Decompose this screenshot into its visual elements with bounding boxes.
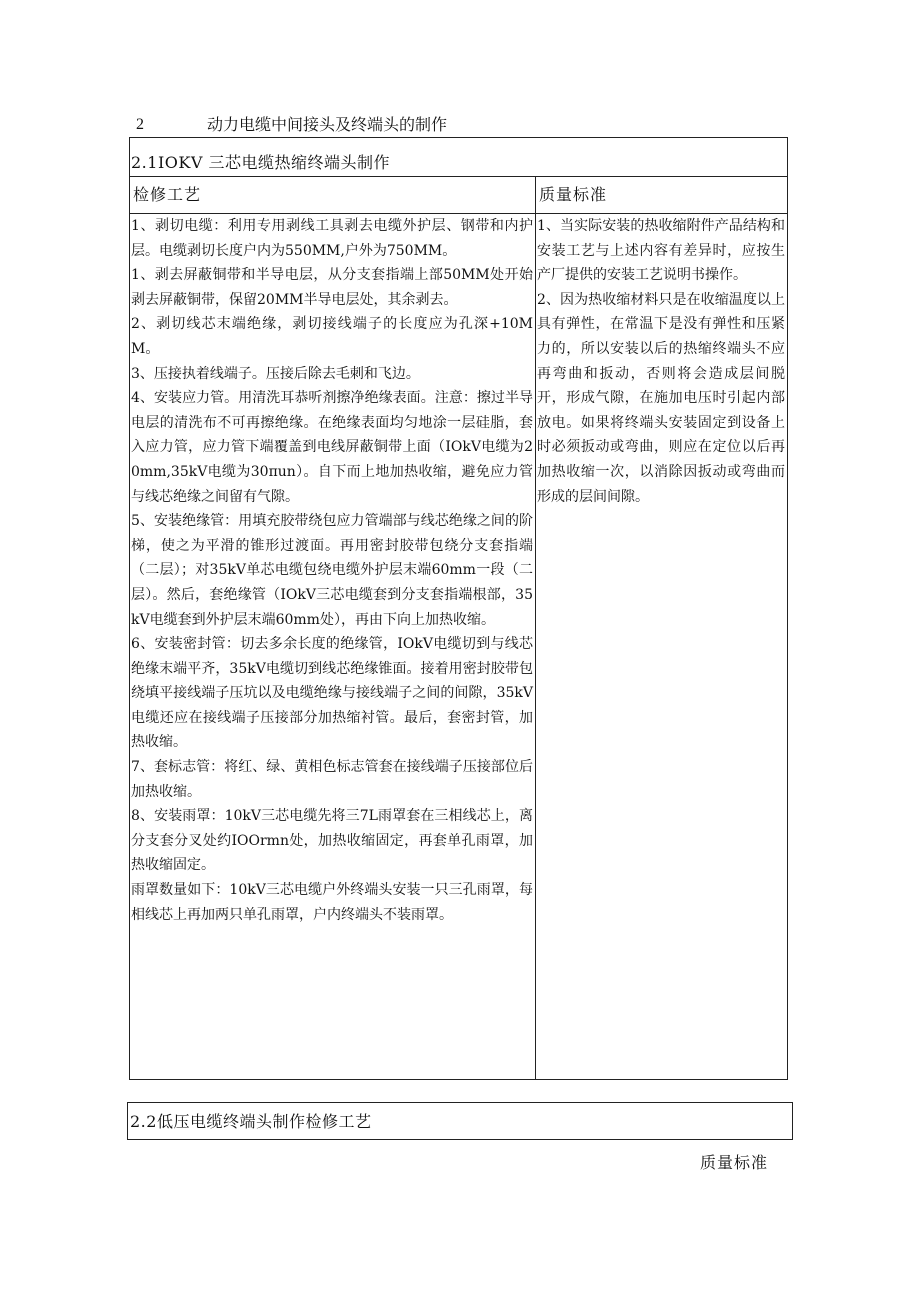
second-table-header — [127, 1102, 793, 1140]
process-step: 8、安装雨罩：10kV三芯电缆先将三7L雨罩套在三相线芯上，离分支套分叉处约IOOrmn处，加热收缩固定，再套单孔雨罩，加热收缩固定。 — [131, 808, 533, 874]
process-step: 1、剥去屏蔽铜带和半导电层，从分支套指端上部50MM处开始剥去屏蔽铜带，保留20MM半导电层处，其余剥去。 — [131, 267, 533, 308]
process-step: 4、安装应力管。用清洗耳恭听剂擦净绝缘表面。注意：擦过半导电层的清洗布不可再擦绝缘。在绝缘表面均匀地涂一层硅脂，套入应力管，应力管下端覆盖到电线屏蔽铜带上面（IOkV电缆为20mm,35kV电缆为30πun）。自下而上地加热收缩，避免应力管与线芯绝缘之间留有气隙。 — [131, 390, 533, 505]
standard-item: 1、当实际安装的热收缩附件产品结构和安装工艺与上述内容有差异时，应按生产厂提供的安装工艺说明书操作。 — [537, 218, 785, 284]
column-header-process: 检修工艺 — [130, 177, 536, 214]
process-table — [129, 137, 788, 1080]
standard-cell — [536, 214, 787, 1079]
process-cell — [130, 214, 536, 1079]
column-header-standard: 质量标准 — [536, 177, 787, 214]
process-step: 5、安装绝缘管：用填充胶带绕包应力管端部与线芯绝缘之间的阶梯，使之为平滑的锥形过渡面。再用密封胶带包绕分支套指端（二层）；对35kV单芯电缆包绕电缆外护层末端60mm一段（二层）。然后，套绝缘管（IOkV三芯电缆套到分支套指端根部，35kV电缆套到外护层末端60mm处），再由下向上加热收缩。 — [131, 513, 533, 628]
process-step: 7、套标志管：将红、绿、黄相色标志管套在接线端子压接部位后加热收缩。 — [131, 759, 533, 800]
standard-item: 2、因为热收缩材料只是在收缩温度以上具有弹性，在常温下是没有弹性和压紧力的，所以安装以后的热缩终端头不应再弯曲和扳动，否则将会造成层间脱开，形成气隙，在施加电压时引起内部放电。如果将终端头安装固定到设备上时必须扳动或弯曲，则应在定位以后再加热收缩一次，以消除因扳动或弯曲而形成的层间间隙。 — [537, 291, 785, 505]
table-caption: 2.1IOKV 三芯电缆热缩终端头制作 — [130, 138, 787, 177]
table2-standard-label: 质量标准 — [700, 1153, 769, 1172]
process-step: 2、剥切线芯末端绝缘，剥切接线端子的长度应为孔深+10MM。 — [131, 316, 533, 357]
process-step: 雨罩数量如下：10kV三芯电缆户外终端头安装一只三孔雨罩，每相线芯上再加两只单孔雨罩，户内终端头不装雨罩。 — [131, 882, 533, 923]
process-step: 3、压接执着线端子。压接后除去毛刺和飞边。 — [131, 365, 420, 382]
process-step: 1、剥切电缆：利用专用剥线工具剥去电缆外护层、钢带和内护层。电缆剥切长度户内为550MM,户外为750MM。 — [131, 218, 533, 259]
process-step: 6、安装密封管：切去多余长度的绝缘管，IOkV电缆切到与线芯绝缘末端平齐，35kV电缆切到线芯绝缘锥面。接着用密封胶带包绕填平接线端子压坑以及电缆绝缘与接线端子之间的间隙，35kV电缆还应在接线端子压接部分加热缩衬管。最后，套密封管，加热收缩。 — [131, 636, 533, 751]
section-heading — [0, 114, 920, 138]
section-number: 2 — [136, 116, 144, 133]
table2-caption: 2.2低压电缆终端头制作检修工艺 — [130, 1112, 372, 1131]
section-title: 动力电缆中间接头及终端头的制作 — [207, 115, 448, 134]
